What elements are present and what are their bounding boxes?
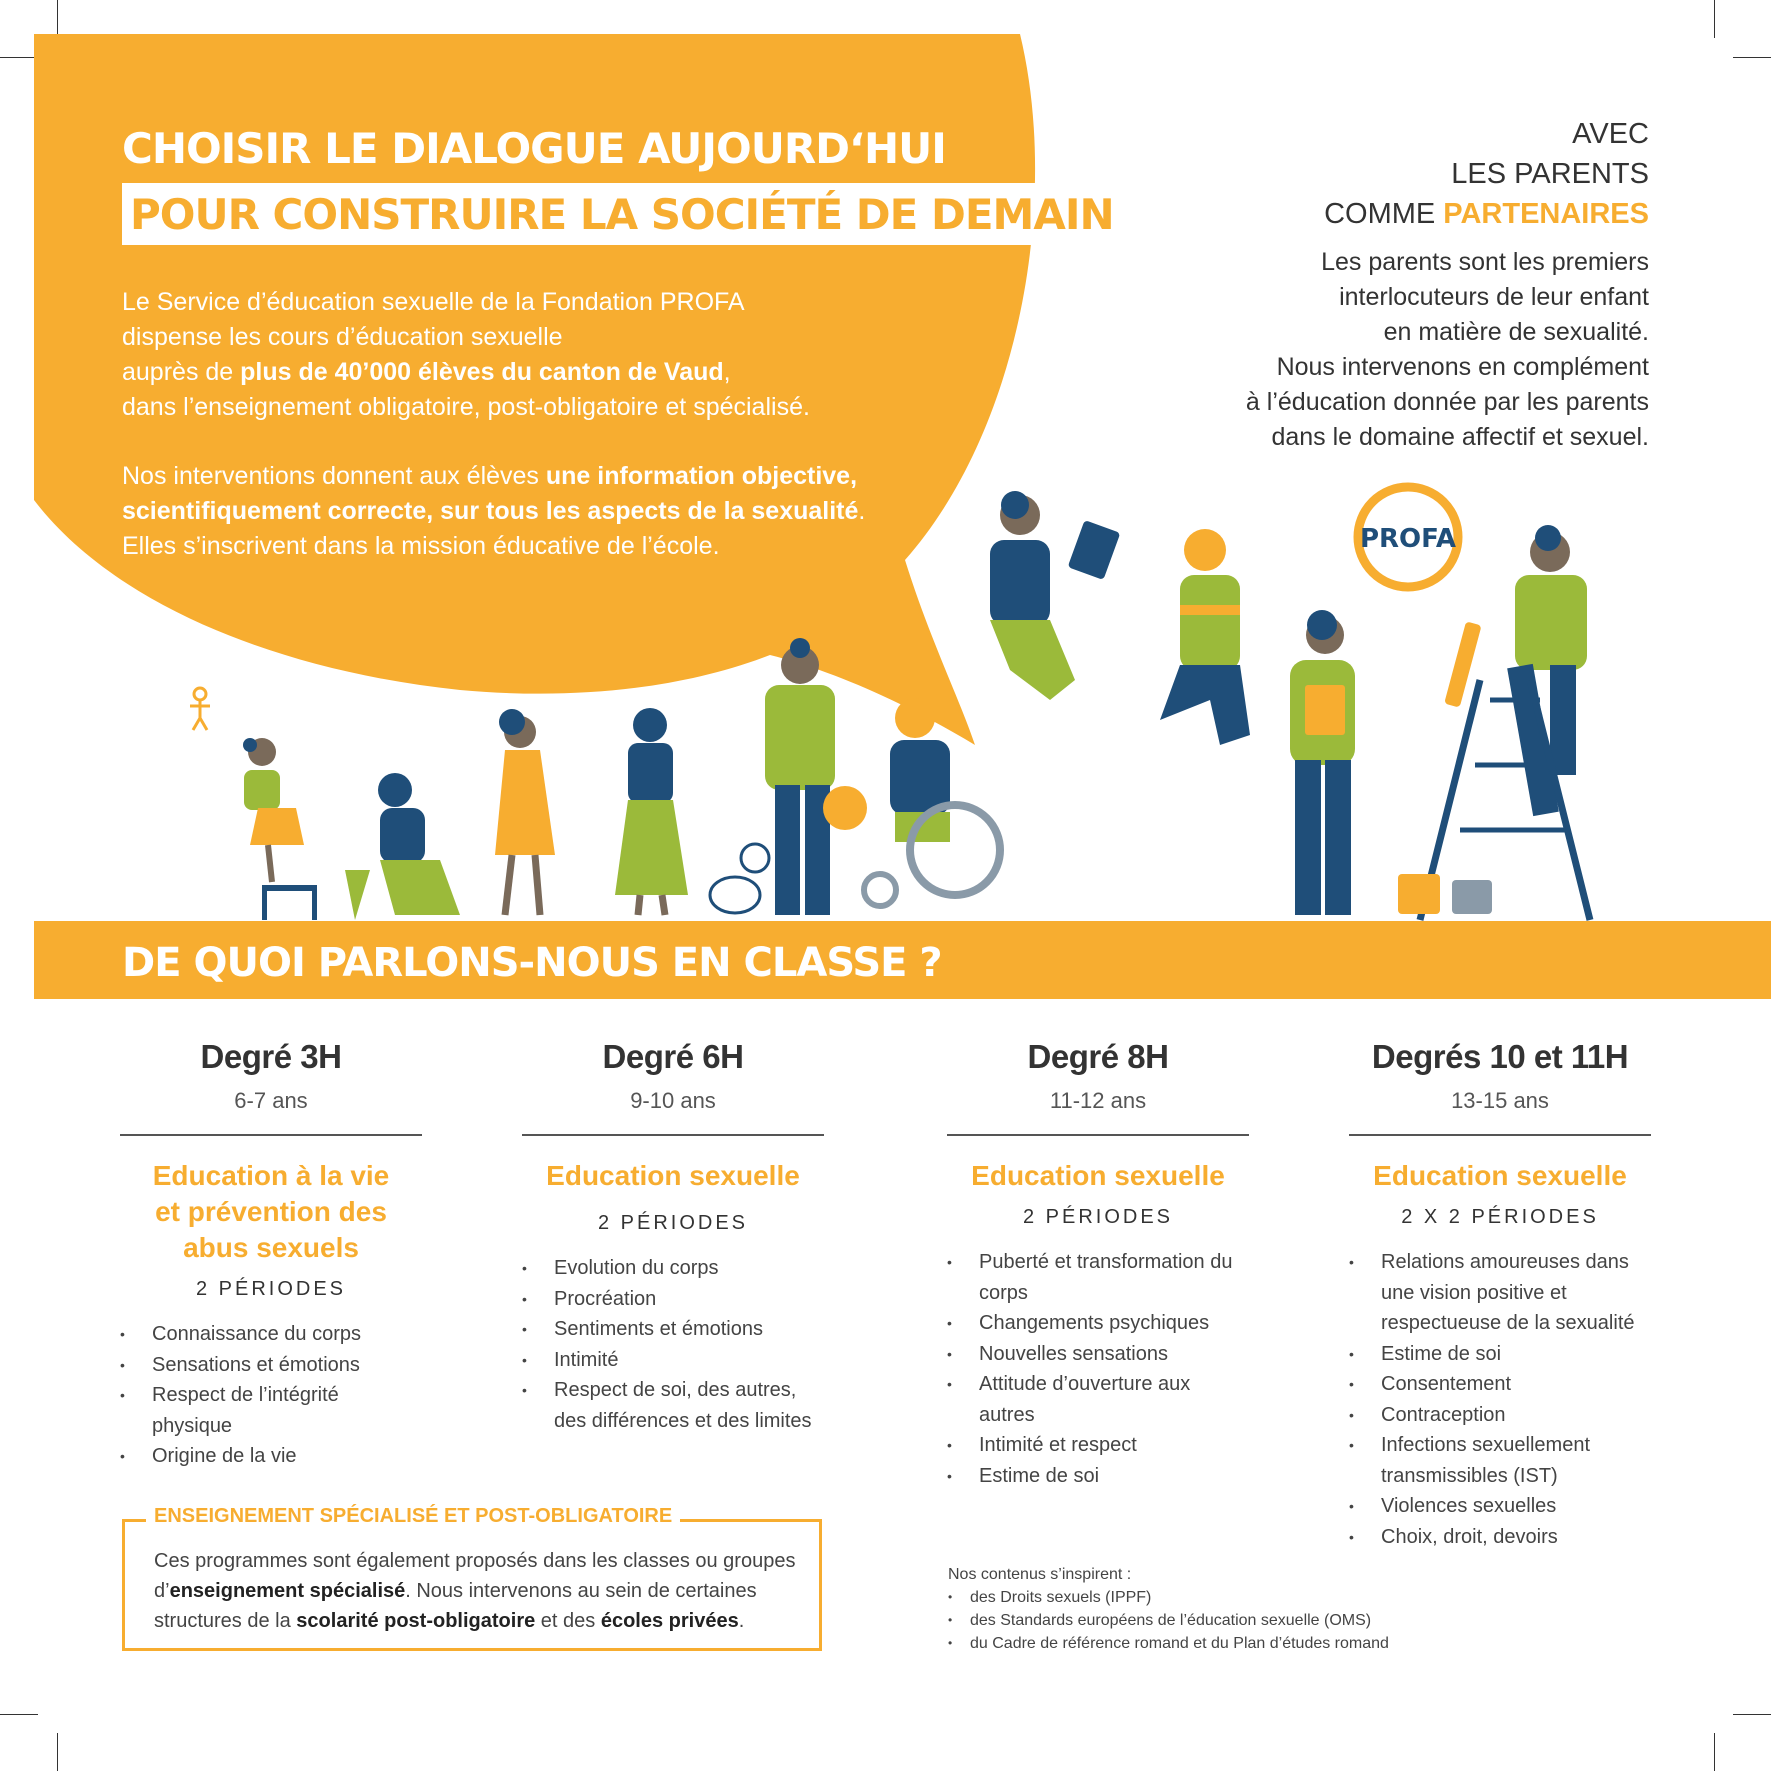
intro-line: scientifiquement correcte, sur tous les aspects de la sexualité. (122, 497, 866, 525)
main-title-line2: POUR CONSTRUIRE LA SOCIÉTÉ DE DEMAIN (130, 190, 1114, 239)
list-item: • Changements psychiques (947, 1308, 1249, 1339)
stick-figure-icon (190, 688, 210, 730)
list-item: • Consentement (1349, 1369, 1651, 1400)
list-item: • Origine de la vie (120, 1441, 422, 1472)
list-item: • Puberté et transformation du corps (947, 1247, 1249, 1308)
list-item: • du Cadre de référence romand et du Plan d’études romand (948, 1632, 1389, 1655)
specialised-teaching-title: ENSEIGNEMENT SPÉCIALISÉ ET POST-OBLIGATOIRE (146, 1505, 680, 1528)
topic-list (947, 1247, 1249, 1491)
subject-title: Education sexuelle (546, 1160, 800, 1191)
degree-age: 13-15 ans (1451, 1088, 1549, 1113)
wheelchair-user-figure (864, 698, 1000, 906)
child-on-stool-figure (243, 738, 317, 920)
list-item: • Connaissance du corps (120, 1319, 422, 1350)
list-item: • des Droits sexuels (IPPF) (948, 1586, 1389, 1609)
list-item: • Procréation (522, 1284, 824, 1315)
intro-line: Elles s’inscrivent dans la mission éducative de l’école. (122, 532, 720, 560)
kneeling-child-figure (345, 773, 460, 920)
list-item: • Choix, droit, devoirs (1349, 1522, 1651, 1553)
periods-label: 2 PÉRIODES (195, 1278, 347, 1300)
degree-column-3h (120, 1038, 422, 1472)
parents-heading: AVEC LES PARENTS COMME PARTENAIRES (1324, 118, 1649, 230)
jumping-boy-figure (1160, 529, 1250, 745)
divider (120, 1134, 422, 1136)
list-item: • Infections sexuellement transmissibles (IST) (1349, 1430, 1651, 1491)
topic-list (120, 1319, 422, 1472)
specialised-teaching-text: Ces programmes sont également proposés dans les classes ou groupes d’enseignement spécialisé. Nous intervenons au sein de certaines structures de la scolarité post-obligatoire et des écoles privées. (154, 1550, 796, 1632)
periods-label: 2 PÉRIODES (1022, 1206, 1174, 1228)
list-item: • Relations amoureuses dans une vision positive et respectueuse de la sexualité (1349, 1247, 1651, 1339)
girl-with-flower-figure (495, 709, 555, 915)
list-item: • Nouvelles sensations (947, 1339, 1249, 1370)
degree-title: Degré 3H (200, 1038, 342, 1075)
teen-with-phone-figure (765, 638, 867, 915)
subject-title: Education sexuelle (971, 1160, 1225, 1191)
list-item: • Contraception (1349, 1400, 1651, 1431)
list-item: • Respect de l’intégrité physique (120, 1380, 422, 1441)
subject-title: Education sexuelle (1373, 1160, 1627, 1191)
intro-line: dispense les cours d’éducation sexuelle (122, 323, 563, 351)
degree-title: Degrés 10 et 11H (1371, 1038, 1629, 1075)
profa-logo (1358, 487, 1458, 587)
degree-column-8h (947, 1038, 1249, 1491)
subject-title: Education à la vie et prévention des abus sexuels (152, 1160, 390, 1263)
main-title-line1: CHOISIR LE DIALOGUE AUJOURD‘HUI (122, 124, 946, 173)
degree-age: 6-7 ans (234, 1088, 308, 1113)
sources-note (948, 1563, 1389, 1655)
degree-title: Degré 8H (1027, 1038, 1169, 1075)
topic-list (1349, 1247, 1651, 1552)
people-illustration (150, 450, 1600, 925)
degree-age: 9-10 ans (630, 1088, 716, 1113)
list-item: • des Standards européens de l’éducation sexuelle (OMS) (948, 1609, 1389, 1632)
intro-line: auprès de plus de 40’000 élèves du canton de Vaud, (122, 358, 731, 386)
divider (947, 1134, 1249, 1136)
section-title: DE QUOI PARLONS-NOUS EN CLASSE ? (122, 940, 942, 986)
svg-text:PROFA: PROFA (1359, 524, 1457, 554)
degree-title: Degré 6H (602, 1038, 744, 1075)
degree-column-10-11h (1349, 1038, 1651, 1552)
girl-green-skirt-figure (615, 708, 688, 915)
list-item: • Estime de soi (947, 1461, 1249, 1492)
list-item: • Evolution du corps (522, 1253, 824, 1284)
parents-text: Les parents sont les premiers interlocuteurs de leur enfant en matière de sexualité. Nous intervenons en complément à l’éducation donnée par les parents dans le domaine affectif et sexuel. (1245, 248, 1649, 451)
sources-intro: Nos contenus s’inspirent : (948, 1566, 1132, 1583)
intro-line: dans l’enseignement obligatoire, post-obligatoire et spécialisé. (122, 393, 810, 421)
list-item: • Respect de soi, des autres, des différences et des limites (522, 1375, 824, 1436)
jumping-boy-figure (990, 491, 1120, 700)
divider (1349, 1134, 1651, 1136)
dog-figure (710, 844, 769, 913)
list-item: • Intimité et respect (947, 1430, 1249, 1461)
list-item: • Violences sexuelles (1349, 1491, 1651, 1522)
list-item: • Sentiments et émotions (522, 1314, 824, 1345)
intro-line: Le Service d’éducation sexuelle de la Fondation PROFA (122, 288, 745, 316)
degree-age: 11-12 ans (1049, 1088, 1147, 1113)
topic-list (522, 1253, 824, 1436)
list-item: • Attitude d’ouverture aux autres (947, 1369, 1249, 1430)
degree-column-6h (522, 1038, 824, 1436)
girl-with-book-figure (1290, 610, 1355, 915)
intro-line: Nos interventions donnent aux élèves une information objective, (122, 462, 858, 490)
periods-label: 2 X 2 PÉRIODES (1401, 1206, 1599, 1228)
list-item: • Estime de soi (1349, 1339, 1651, 1370)
divider (522, 1134, 824, 1136)
periods-label: 2 PÉRIODES (597, 1212, 749, 1234)
list-item: • Intimité (522, 1345, 824, 1376)
list-item: • Sensations et émotions (120, 1350, 422, 1381)
